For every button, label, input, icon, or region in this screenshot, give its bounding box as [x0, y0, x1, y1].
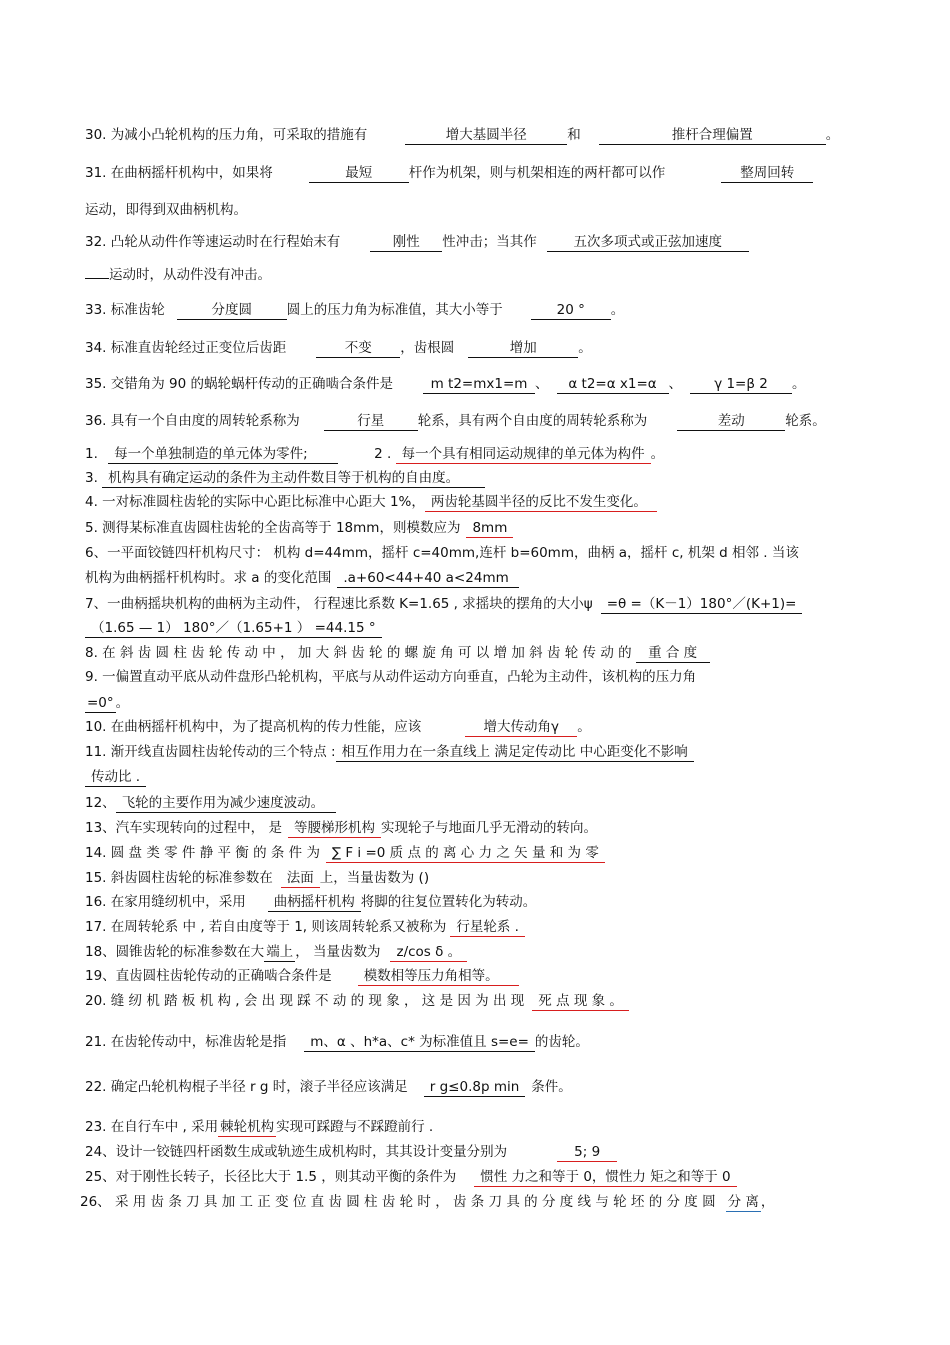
answer-blank: m t2=mx1=m — [423, 375, 535, 394]
q-text: 轮系，具有两个自由度的周转轮系称为 — [417, 413, 648, 429]
answer-blank: 增加 — [468, 339, 578, 358]
answer-blank: 死 点 现 象 。 — [532, 992, 629, 1011]
item-3 — [85, 467, 870, 489]
item-9-cont — [85, 692, 870, 714]
q-text: ，齿根圆 — [400, 340, 455, 356]
q-text: 性冲击；当其作 — [442, 234, 537, 250]
question-32-cont — [85, 262, 870, 284]
q-text: 20. 缝 纫 机 踏 板 机 构 , 会 出 现 踩 不 动 的 现 象 ， 这 是 因 为 出 现 — [85, 993, 525, 1009]
q-text: 21. 在齿轮传动中，标准齿轮是指 — [85, 1034, 287, 1050]
item-20 — [85, 990, 870, 1012]
q-text: 31. 在曲柄摇杆机构中，如果将 — [85, 165, 273, 181]
question-34 — [85, 337, 870, 359]
answer-blank: 增大传动角γ — [465, 718, 577, 737]
answer-blank: 法面 — [281, 869, 320, 888]
answer-blank: =0° — [87, 695, 114, 711]
answer-blank: 传动比 . — [85, 768, 146, 787]
answer-blank: 机构具有确定运动的条件为主动件数目等于机构的自由度。 — [102, 469, 485, 488]
q-text: 8. 在 斜 齿 圆 柱 齿 轮 传 动 中 ， 加 大 斜 齿 轮 的 螺 旋 角 可 以 增 加 斜 齿 轮 传 动 的 — [85, 645, 632, 661]
answer-blank: 推杆合理偏置 — [599, 126, 826, 145]
answer-blank: 差动 — [677, 412, 785, 431]
answer-blank: 五次多项式或正弦加速度 — [547, 233, 749, 252]
answer-blank: 5; 9 — [557, 1143, 617, 1162]
q-text: 。 — [610, 302, 625, 318]
question-33 — [85, 299, 870, 321]
item-14 — [85, 842, 870, 864]
item-15 — [85, 867, 870, 889]
question-30 — [85, 124, 870, 146]
q-text: 17. 在周转轮系 中 , 若自由度等于 1, 则该周转轮系又被称为 — [85, 919, 447, 935]
q-text: 23. 在自行车中 , 采用 — [85, 1119, 219, 1135]
q-text: 11. 渐开线直齿圆柱齿轮传动的三个特点 : — [85, 744, 336, 760]
q-text: 6、一平面铰链四杆机构尺寸： 机构 d=44mm，摇杆 c=40mm,连杆 b=60mm，曲柄 a，摇杆 c, 机架 d 相邻 . 当该 — [85, 545, 799, 561]
item-7 — [85, 593, 870, 615]
item-7-cont — [85, 617, 870, 639]
q-text: 实现轮子与地面几乎无滑动的转向。 — [380, 820, 597, 836]
q-text: 34. 标准直齿轮经过正变位后齿距 — [85, 340, 287, 356]
answer-blank: .a+60<44+40 a<24mm — [337, 569, 519, 588]
q-text: 25、对于刚性长转子，长径比大于 1.5 ，则其动平衡的条件为 — [85, 1169, 457, 1185]
q-text: 22. 确定凸轮机构棍子半径 r g 时，滚子半径应该满足 — [85, 1079, 408, 1095]
q-text: 13、汽车实现转向的过程中， 是 — [85, 820, 282, 836]
q-text: 轮系。 — [785, 413, 826, 429]
answer-blank: （1.65 — 1） 180°／（1.65+1 ） =44.15 ° — [85, 619, 382, 638]
item-12 — [85, 792, 870, 814]
q-text: 。 — [577, 719, 591, 735]
answer-blank: 两齿轮基圆半径的反比不发生变化。 — [425, 493, 657, 512]
answer-blank: 8mm — [466, 519, 513, 538]
q-text: 3. — [85, 470, 103, 486]
item-26 — [80, 1191, 870, 1213]
answer-blank: =θ =（K－1）180°／(K+1)= — [601, 595, 803, 614]
q-text: 运动时，从动件没有冲击。 — [109, 267, 271, 283]
answer-blank: 模数相等压力角相等。 — [358, 967, 519, 986]
q-text: 。 — [825, 127, 840, 143]
item-6-cont — [85, 567, 870, 589]
q-text: 19、直齿圆柱齿轮传动的正确啮合条件是 — [85, 968, 332, 984]
q-text: 24、设计一铰链四杆函数生成或轨迹生成机构时，其其设计变量分别为 — [85, 1144, 508, 1160]
item-6 — [85, 542, 870, 564]
q-text: 的齿轮。 — [534, 1034, 589, 1050]
answer-blank: 每一个单独制造的单元体为零件; — [108, 445, 338, 464]
q-text: 26、 采 用 齿 条 刀 具 加 工 正 变 位 直 齿 圆 柱 齿 轮 时 ， 齿 条 刀 具 的 分 度 线 与 轮 坯 的 分 度 圆 — [80, 1194, 716, 1210]
question-31 — [85, 162, 870, 184]
q-text: 圆上的压力角为标准值，其大小等于 — [286, 302, 503, 318]
q-text: 条件。 — [531, 1079, 572, 1095]
q-text: 10. 在曲柄摇杆机构中，为了提高机构的传力性能，应该 — [85, 719, 422, 735]
q-text: 14. 圆 盘 类 零 件 静 平 衡 的 条 件 为 — [85, 845, 320, 861]
q-text: 机构为曲柄摇杆机构时。求 a 的变化范围 — [85, 570, 332, 586]
item-25 — [85, 1166, 870, 1188]
q-text: 。 — [650, 446, 665, 462]
item-24 — [85, 1141, 870, 1163]
q-text: 7、一曲柄摇块机构的曲柄为主动件， 行程速比系数 K=1.65 , 求摇块的摆角的大小ψ — [85, 596, 593, 612]
q-text: ， — [760, 1194, 775, 1210]
answer-blank: 飞轮的主要作用为减少速度波动。 — [116, 794, 337, 813]
answer-blank: 每一个具有相同运动规律的单元体为构件 — [396, 445, 651, 464]
item-11-cont — [85, 766, 870, 788]
q-text: 。 — [578, 340, 592, 356]
item-19 — [85, 965, 870, 987]
answer-blank: 行星轮系 . — [450, 918, 525, 937]
answer-blank: m、α 、h*a、c* 为标准值且 s=e= — [304, 1033, 535, 1052]
q-text: 将脚的往复位置转化为转动。 — [360, 894, 537, 910]
item-11 — [85, 741, 870, 763]
q-text: 5. 测得某标准直齿圆柱齿轮的全齿高等于 18mm，则模数应为 — [85, 520, 461, 536]
answer-blank: 惯性 力之和等于 0，惯性力 矩之和等于 0 — [474, 1168, 736, 1187]
item-23 — [85, 1116, 870, 1138]
q-text: 。 — [115, 695, 130, 711]
q-text: 15. 斜齿圆柱齿轮的标准参数在 — [85, 870, 273, 886]
item-13 — [85, 817, 870, 839]
answer-blank: 重 合 度 — [636, 644, 710, 663]
item-22 — [85, 1076, 870, 1098]
q-text: 35. 交错角为 90 的蜗轮蜗杆传动的正确啮合条件是 — [85, 376, 394, 392]
answer-blank: α t2=α x1=α — [557, 375, 669, 394]
answer-blank: γ 1=β 2 — [690, 375, 792, 394]
q-text: 运动，即得到双曲柄机构。 — [85, 202, 247, 218]
answer-blank: 分度圆 — [177, 301, 287, 320]
q-text: 实现可踩蹬与不踩蹬前行 . — [276, 1119, 434, 1135]
item-18 — [85, 941, 870, 963]
q-text: 。 — [792, 376, 806, 392]
q-text: 36. 具有一个自由度的周转轮系称为 — [85, 413, 300, 429]
q-text: 4. 一对标准圆柱齿轮的实际中心距比标准中心距大 1%， — [85, 494, 425, 510]
q-text: 16. 在家用缝纫机中，采用 — [85, 894, 246, 910]
answer-blank: 最短 — [309, 164, 409, 183]
answer-blank: 棘轮机构 — [220, 1119, 275, 1135]
item-21 — [85, 1031, 870, 1053]
q-text: 9. 一偏置直动平底从动件盘形凸轮机构，平底与从动件运动方向垂直，凸轮为主动件，该机构的压力角 — [85, 669, 697, 685]
question-31-cont — [85, 199, 870, 221]
q-text: 、 — [535, 376, 549, 392]
item-1-2 — [85, 443, 870, 465]
answer-blank: 曲柄摇杆机构 — [268, 893, 361, 912]
q-text: 2 . — [374, 446, 396, 462]
q-text: 30. 为减小凸轮机构的压力角，可采取的措施有 — [85, 127, 368, 143]
answer-blank: 不变 — [316, 339, 400, 358]
q-text: ， 当量齿数为 — [295, 944, 381, 960]
q-text: 33. 标准齿轮 — [85, 302, 165, 318]
question-35 — [85, 373, 870, 395]
answer-blank: 等腰梯形机构 — [288, 819, 381, 838]
item-10 — [85, 716, 870, 738]
q-text: 上，当量齿数为 () — [319, 870, 430, 886]
q-text: 杆作为机架，则与机架相连的两杆都可以作 — [408, 165, 666, 181]
answer-blank: z/cos δ 。 — [390, 943, 467, 962]
question-36 — [85, 410, 870, 432]
answer-blank: 20 ° — [531, 301, 611, 320]
question-32 — [85, 231, 870, 253]
q-text: 32. 凸轮从动件作等速运动时在行程始末有 — [85, 234, 341, 250]
item-5 — [85, 517, 870, 539]
answer-blank: 相互作用力在一条直线上 满足定传动比 中心距变化不影响 — [336, 743, 694, 762]
item-4 — [85, 491, 870, 513]
item-8 — [85, 642, 870, 664]
answer-blank: 整周回转 — [721, 164, 813, 183]
answer-blank: 行星 — [324, 412, 418, 431]
answer-blank: ∑ F i =0 质 点 的 离 心 力 之 矢 量 和 为 零 — [326, 844, 605, 863]
q-text: 12、 — [85, 795, 116, 811]
item-17 — [85, 916, 870, 938]
answer-blank: 端上 — [266, 944, 294, 960]
q-text: 1. — [85, 446, 103, 462]
answer-blank: 刚性 — [370, 233, 442, 252]
q-text: 和 — [567, 127, 581, 143]
q-text: 18、圆锥齿轮的标准参数在大 — [85, 944, 265, 960]
item-9 — [85, 666, 870, 688]
answer-blank: 增大基圆半径 — [405, 126, 567, 145]
q-text: 、 — [668, 376, 683, 392]
answer-blank: 分 离 — [727, 1194, 759, 1210]
answer-blank: r g≤0.8p min — [424, 1078, 526, 1097]
item-16 — [85, 891, 870, 913]
